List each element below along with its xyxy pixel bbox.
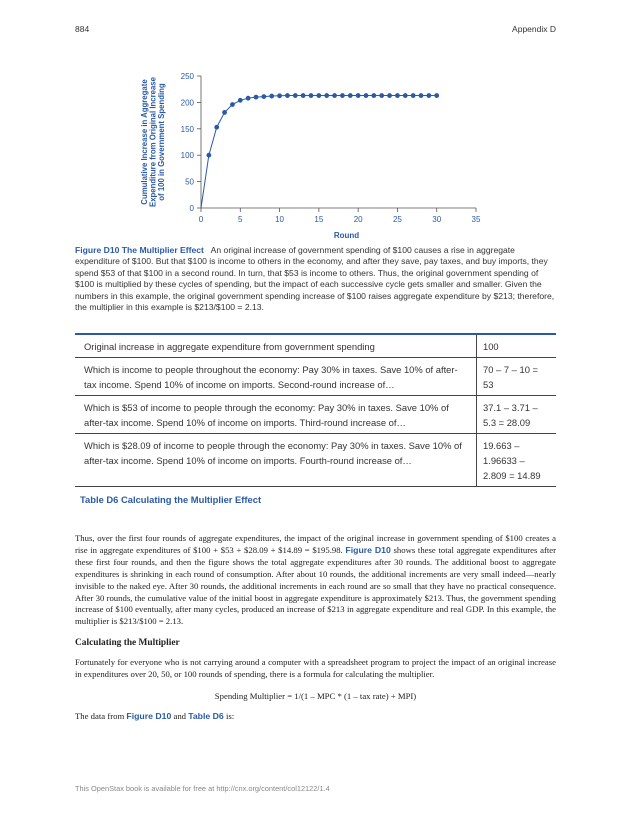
data-point [426, 93, 431, 98]
section-header: Appendix D [512, 24, 556, 34]
y-tick-label: 150 [180, 124, 194, 134]
data-point [316, 93, 321, 98]
body-text [75, 533, 556, 723]
x-tick-label: 5 [238, 215, 243, 224]
x-tick-label: 0 [198, 215, 204, 224]
data-point [364, 93, 369, 98]
data-point [206, 153, 211, 158]
paragraph-text: is: [225, 710, 235, 721]
table-cell-value: 100 [477, 335, 557, 358]
table [75, 335, 556, 487]
x-axis-label: Round [333, 231, 360, 240]
data-point [254, 95, 259, 100]
figure-link[interactable]: Figure D10 [126, 710, 172, 721]
data-point [403, 93, 408, 98]
data-point [222, 110, 227, 115]
data-point [379, 93, 384, 98]
chart-svg [135, 64, 495, 244]
data-point [434, 93, 439, 98]
table-cell-desc: Which is $53 of income to people through the economy: Pay 30% in taxes. Save 10% of after-tax income. Spend 10% of income on imports. Third-round increase of… [75, 396, 477, 434]
paragraph [75, 533, 556, 628]
y-tick-label: 100 [180, 151, 194, 161]
figure-caption [75, 245, 556, 313]
figure-caption-text: An original increase of government spending of $100 causes a rise in aggregate expenditure of $100. But that $100 is income to others in the economy, and after they save, pay taxes, and buy imports, they spend $53 of that $100 in a second round. In turn, that $53 is income to others. Thus, the original government spending of $100 is multiplied by these cycles of spending, but the impact of each successive cycle gets smaller and smaller. Given the numbers in this example, the original government spending increase of $100 raises aggregate expenditure by $213; therefore, the multiplier in this example is $213/$100 = 2.13. [75, 245, 555, 313]
x-tick-label: 10 [275, 215, 285, 224]
x-tick-label: 25 [392, 215, 402, 224]
paragraph-text: and [173, 710, 187, 721]
data-points [206, 93, 439, 157]
page-number: 884 [75, 24, 90, 34]
x-tick-label: 15 [314, 215, 324, 224]
y-tick-label: 0 [189, 204, 194, 213]
section-heading: Calculating the Multiplier [75, 638, 180, 649]
table-row [75, 358, 556, 396]
paragraph-text: shows these total aggregate expenditures after these first four rounds, and then the figure shows the total aggregate expenditures after 30 rounds. The additional boost to aggregate expenditures is shrinking in each round of consumption. After about 10 rounds, the additional increments are very small indeed—nearly invisible to the naked eye. After 30 rounds, the additional increments in each round are so small that they have no practical consequence. After 30 rounds, the cumulative value of the initial boost in aggregate expenditure is approximately $213. Thus, the government spending increase of $100 eventually, after many cycles, produced an increase of $213 in aggregate expenditure and real GDP. In this example, the multiplier is $213/$100 = 2.13. [75, 544, 556, 627]
x-tick-label: 30 [432, 215, 442, 224]
table-cell-value: 70 – 7 – 10 = 53 [477, 358, 557, 396]
cumulative-curve [201, 96, 437, 208]
y-axis-label [140, 76, 166, 207]
y-axis-label-line: Cumulative Increase in Aggregate [140, 79, 149, 205]
table-row [75, 434, 556, 487]
data-point [277, 93, 282, 98]
data-point [340, 93, 345, 98]
y-axis-label-line: of 100 in Government Spending [157, 83, 166, 201]
data-point [411, 93, 416, 98]
data-point [269, 94, 274, 99]
x-tick-label: 20 [353, 215, 363, 224]
table-cell-desc: Which is income to people throughout the economy: Pay 30% in taxes. Save 10% of after-tax income. Spend 10% of income on imports. Second-round increase of… [75, 358, 477, 396]
y-axis-label-line: Expenditure from Original Increase [148, 77, 158, 207]
figure-label: Figure D10 The Multiplier Effect [75, 245, 204, 255]
multiplier-table [75, 333, 556, 505]
paragraph: Fortunately for everyone who is not carrying around a computer with a spreadsheet program to project the impact of an original increase in expenditures over 20, 50, or 100 rounds of spending, there is a formula for calculating the multiplier. [75, 657, 556, 680]
table-cell-value: 19.663 – 1.96633 – 2.809 = 14.89 [477, 434, 557, 487]
data-point [309, 93, 314, 98]
data-point [371, 93, 376, 98]
y-tick-label: 200 [180, 98, 194, 108]
y-tick-label: 250 [180, 72, 194, 81]
data-point [261, 94, 266, 99]
data-point [238, 98, 243, 103]
data-point [395, 93, 400, 98]
table-caption: Table D6 Calculating the Multiplier Effect [80, 494, 262, 505]
data-point [285, 93, 290, 98]
table-cell-value: 37.1 – 3.71 – 5.3 = 28.09 [477, 396, 557, 434]
x-tick-label: 35 [471, 215, 481, 224]
paragraph-text: The data from [75, 710, 125, 721]
paragraph [75, 711, 556, 723]
footer: This OpenStax book is available for free at http://cnx.org/content/col12122/1.4 [75, 784, 330, 793]
paragraph-text: Thus, over the first four rounds of aggregate expenditures, the impact of the original increase in government spending of $100 creates a rise in aggregate expenditures of $100 + $53 + $28.09 + $14.89 = $195.98. [75, 533, 556, 555]
data-point [332, 93, 337, 98]
data-point [230, 102, 235, 107]
table-link[interactable]: Table D6 [188, 710, 224, 721]
figure-link[interactable]: Figure D10 [345, 544, 391, 555]
table-cell-desc: Original increase in aggregate expenditure from government spending [75, 335, 477, 358]
data-point [293, 93, 298, 98]
data-point [214, 125, 219, 130]
data-point [387, 93, 392, 98]
data-point [419, 93, 424, 98]
table-row [75, 335, 556, 358]
data-point [324, 93, 329, 98]
y-tick-label: 50 [185, 177, 194, 187]
data-point [246, 96, 251, 101]
data-point [356, 93, 361, 98]
table-cell-desc: Which is $28.09 of income to people through the economy: Pay 30% in taxes. Save 10% of after-tax income. Spend 10% of income on imports. Fourth-round increase of… [75, 434, 477, 487]
multiplier-chart [135, 64, 495, 244]
multiplier-formula: Spending Multiplier = 1/(1 – MPC * (1 – tax rate) + MPI) [214, 690, 417, 701]
table-row [75, 396, 556, 434]
data-point [348, 93, 353, 98]
data-point [301, 93, 306, 98]
